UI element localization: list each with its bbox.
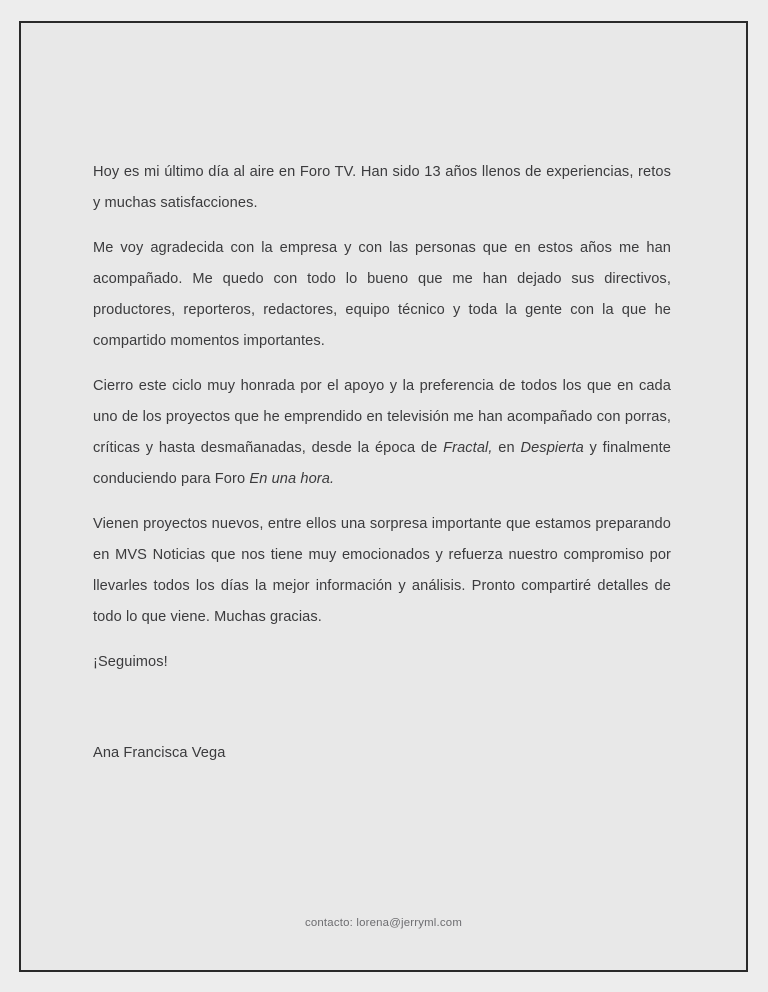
paragraph-2 — [93, 233, 671, 357]
signature-name: Ana Francisca Vega — [93, 745, 226, 761]
program-title: Despierta — [520, 440, 584, 456]
paragraph-1 — [93, 157, 671, 219]
text-run: Cierro este ciclo muy honrada por el apoyo y la preferencia de todos los que en cada uno de los proyectos que he emprendido en televisión me han acompañado con porras, críticas y hasta desmañanadas, desde la época de — [93, 378, 671, 456]
text-run: en — [492, 440, 521, 456]
text-run: Hoy es mi último día al aire en Foro TV. Han sido 13 años llenos de experiencias, retos y muchas satisfacciones. — [93, 164, 671, 211]
paragraph-4 — [93, 509, 671, 633]
text-run: y finalmente conduciendo para Foro — [93, 440, 671, 487]
letter-body — [93, 157, 671, 769]
text-run: Me voy agradecida con la empresa y con las personas que en estos años me han acompañado. Me quedo con todo lo bueno que me han dejado sus directivos, productores, reporteros, redactores, equipo técnico y toda la gente con la que he compartido momentos importantes. — [93, 240, 671, 349]
closing-line: ¡Seguimos! — [93, 654, 168, 670]
program-title: Fractal, — [443, 440, 493, 456]
text-run: Vienen proyectos nuevos, entre ellos una sorpresa importante que estamos preparando en MVS Noticias que nos tiene muy emocionados y refuerza nuestro compromiso por llevarles todos los días la mejor información y análisis. Pronto compartiré detalles de todo lo que viene. Muchas gracias. — [93, 516, 671, 625]
program-title: En una hora. — [249, 471, 335, 487]
paragraph-3 — [93, 371, 671, 495]
signature-block — [93, 738, 671, 769]
document-page — [19, 21, 748, 972]
footer-contact: contacto: lorena@jerryml.com — [304, 917, 463, 929]
